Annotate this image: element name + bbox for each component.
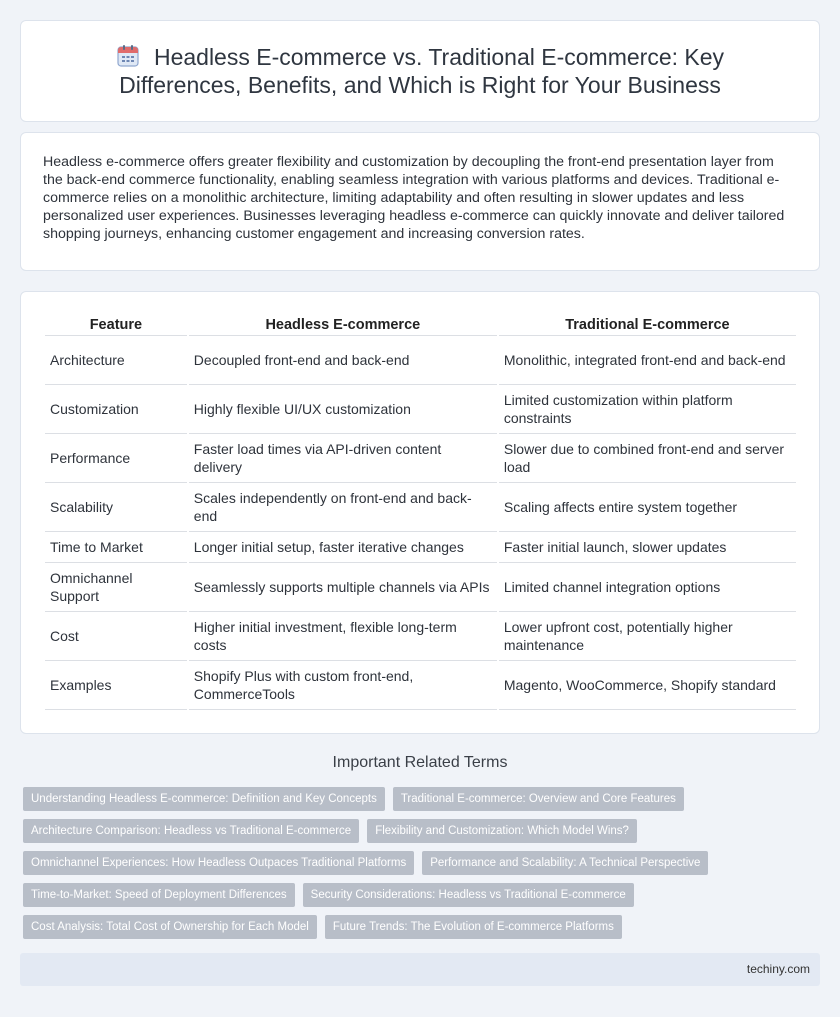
headless-cell: Longer initial setup, faster iterative changes (189, 532, 497, 563)
traditional-cell: Monolithic, integrated front-end and back-end (499, 336, 796, 385)
page-title-text: Headless E-commerce vs. Traditional E-commerce: Key Differences, Benefits, and Which is Right for Your Business (119, 44, 725, 98)
table-row (45, 612, 796, 661)
footer-brand[interactable]: techiny.com (746, 962, 810, 976)
table-row (45, 434, 796, 483)
related-term-link[interactable]: Architecture Comparison: Headless vs Traditional E-commerce (23, 819, 359, 843)
related-term-link[interactable]: Cost Analysis: Total Cost of Ownership for Each Model (23, 915, 317, 939)
traditional-cell: Faster initial launch, slower updates (499, 532, 796, 563)
headless-cell: Scales independently on front-end and back-end (189, 483, 497, 532)
table-row (45, 336, 796, 385)
related-term-link[interactable]: Flexibility and Customization: Which Model Wins? (367, 819, 637, 843)
feature-cell: Scalability (45, 483, 187, 532)
headless-cell: Highly flexible UI/UX customization (189, 385, 497, 434)
traditional-cell: Limited channel integration options (499, 563, 796, 612)
traditional-cell: Lower upfront cost, potentially higher maintenance (499, 612, 796, 661)
table-row (45, 483, 796, 532)
feature-cell: Customization (45, 385, 187, 434)
related-term-link[interactable]: Performance and Scalability: A Technical Perspective (422, 851, 708, 875)
feature-cell: Performance (45, 434, 187, 483)
page-title (70, 43, 770, 99)
intro-paragraph: Headless e-commerce offers greater flexibility and customization by decoupling the front-end presentation layer from the back-end commerce functionality, enabling seamless integration with various platforms and devices. Traditional e-commerce relies on a monolithic architecture, limiting adaptability and often resulting in slower updates and less personalized user experiences. Businesses leveraging headless e-commerce can quickly innovate and deliver tailored shopping journeys, enhancing customer engagement and increasing conversion rates. (43, 154, 785, 242)
comparison-table-card (20, 291, 820, 734)
headless-cell: Shopify Plus with custom front-end, CommerceTools (189, 661, 497, 710)
related-term-link[interactable]: Traditional E-commerce: Overview and Core Features (393, 787, 684, 811)
related-terms-list (23, 787, 823, 947)
table-row (45, 385, 796, 434)
related-term-link[interactable]: Time-to-Market: Speed of Deployment Differences (23, 883, 295, 907)
traditional-cell: Slower due to combined front-end and server load (499, 434, 796, 483)
footer-bar (20, 953, 820, 986)
comparison-table (43, 308, 798, 710)
traditional-cell: Limited customization within platform constraints (499, 385, 796, 434)
related-term-link[interactable]: Security Considerations: Headless vs Traditional E-commerce (303, 883, 634, 907)
traditional-cell: Scaling affects entire system together (499, 483, 796, 532)
headless-cell: Higher initial investment, flexible long-term costs (189, 612, 497, 661)
related-term-link[interactable]: Omnichannel Experiences: How Headless Outpaces Traditional Platforms (23, 851, 414, 875)
header-traditional: Traditional E-commerce (499, 308, 796, 336)
intro-card (20, 132, 820, 271)
table-header-row (45, 308, 796, 336)
feature-cell: Examples (45, 661, 187, 710)
related-terms-heading: Important Related Terms (332, 754, 508, 771)
feature-cell: Time to Market (45, 532, 187, 563)
related-term-link[interactable]: Future Trends: The Evolution of E-commerce Platforms (325, 915, 622, 939)
feature-cell: Architecture (45, 336, 187, 385)
calendar-icon (116, 44, 140, 68)
feature-cell: Cost (45, 612, 187, 661)
table-row (45, 661, 796, 710)
header-feature: Feature (45, 308, 187, 336)
table-row (45, 532, 796, 563)
table-row (45, 563, 796, 612)
header-headless: Headless E-commerce (189, 308, 497, 336)
title-card (20, 20, 820, 122)
headless-cell: Faster load times via API-driven content delivery (189, 434, 497, 483)
traditional-cell: Magento, WooCommerce, Shopify standard (499, 661, 796, 710)
headless-cell: Decoupled front-end and back-end (189, 336, 497, 385)
headless-cell: Seamlessly supports multiple channels via APIs (189, 563, 497, 612)
feature-cell: Omnichannel Support (45, 563, 187, 612)
related-term-link[interactable]: Understanding Headless E-commerce: Definition and Key Concepts (23, 787, 385, 811)
